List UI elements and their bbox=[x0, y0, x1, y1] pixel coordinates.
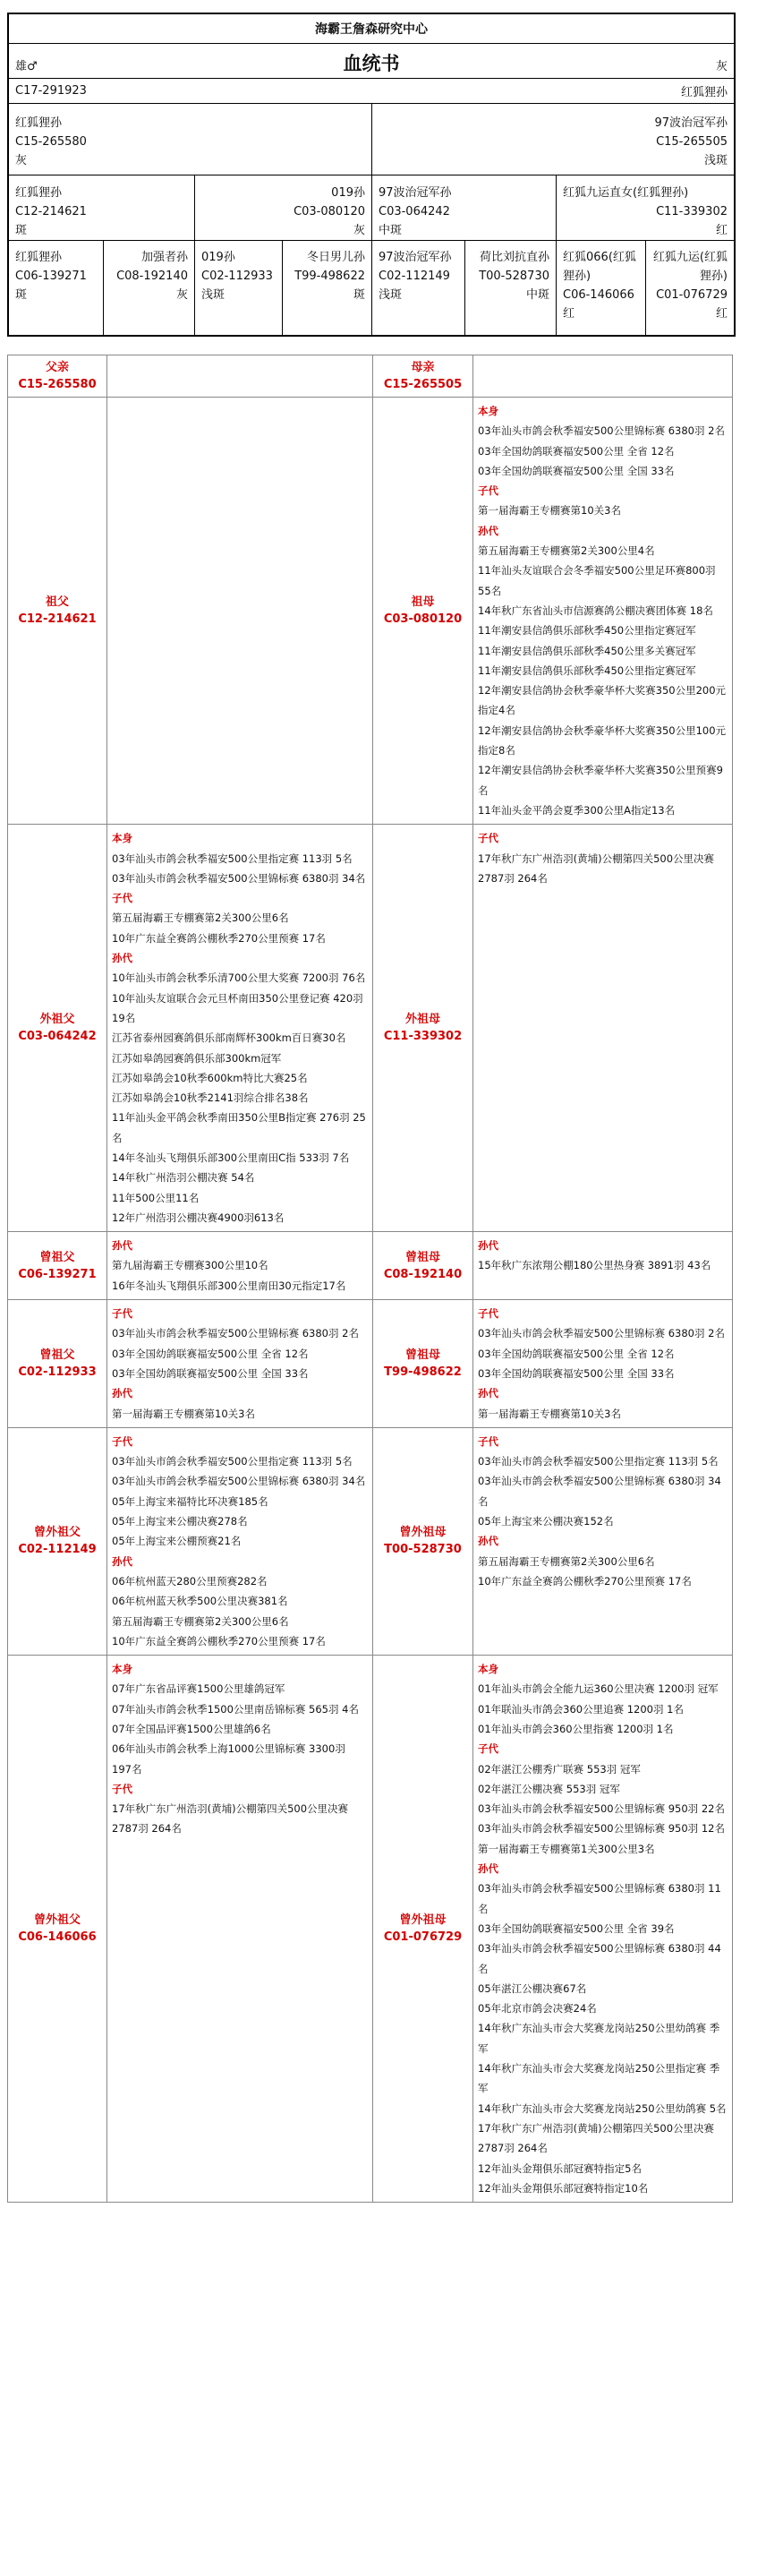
gen2-ring: C11-339302 bbox=[656, 205, 728, 218]
ancestor-role: 曾外祖父 bbox=[33, 1526, 81, 1540]
section-heading: 孙代 bbox=[478, 1239, 498, 1253]
achievement-list bbox=[473, 1427, 733, 1655]
gen3-ring: C06-139271 bbox=[15, 270, 87, 283]
achievement-entry: 03年全国幼鸽联赛福安500公里 全国 33名 bbox=[478, 1366, 675, 1380]
achievement-entry: 03年汕头市鸽会秋季福安500公里锦标赛 6380羽 2名 bbox=[478, 1327, 725, 1340]
sex-label: 雄♂ bbox=[15, 60, 38, 73]
gen3-ring: T00-528730 bbox=[479, 270, 549, 283]
section-heading: 子代 bbox=[112, 1434, 132, 1448]
ancestor-ring: C02-112933 bbox=[18, 1365, 97, 1379]
achievement-entry: 07年广东省品评赛1500公里雄鸽冠军 bbox=[112, 1682, 285, 1696]
section-heading: 子代 bbox=[112, 1782, 132, 1795]
gen2-name: 97波治冠军孙 bbox=[379, 186, 452, 200]
gen2-color: 中斑 bbox=[379, 224, 403, 237]
achievement-entry: 06年汕头市鸽会秋季上海1000公里锦标赛 3300羽 197名 bbox=[112, 1742, 345, 1776]
gen3-ring: C02-112149 bbox=[379, 270, 450, 283]
record-row bbox=[8, 398, 733, 825]
gen3-name: 冬日男儿孙 bbox=[306, 251, 365, 264]
gen3-color: 斑 bbox=[353, 288, 365, 302]
achievement-entry: 12年潮安县信鸽协会秋季豪华杯大奖赛350公里预赛9名 bbox=[478, 764, 723, 797]
ancestor-label bbox=[8, 1300, 107, 1428]
section-heading: 子代 bbox=[478, 1307, 498, 1321]
section-heading: 孙代 bbox=[478, 1387, 498, 1400]
ancestor-ring: C03-064242 bbox=[18, 1030, 97, 1044]
ancestor-label bbox=[373, 1427, 473, 1655]
gen2-cell bbox=[556, 175, 734, 240]
achievement-entry: 10年汕头友谊联合会元旦杯南田350公里登记赛 420羽 19名 bbox=[112, 991, 363, 1024]
achievement-entry: 第五届海霸王专棚赛第2关300公里6名 bbox=[112, 1614, 289, 1628]
achievement-entry: 17年秋广东广州浩羽(黄埔)公棚第四关500公里决赛 2787羽 264名 bbox=[478, 852, 715, 885]
gen3-ring: C01-076729 bbox=[656, 288, 728, 302]
achievement-entry: 03年汕头市鸽会秋季福安500公里锦标赛 950羽 12名 bbox=[478, 1822, 725, 1836]
achievement-entry: 江苏如皋鸽会10秋季600km特比大赛25名 bbox=[112, 1071, 308, 1084]
section-heading: 子代 bbox=[112, 892, 132, 905]
gen3-cell bbox=[282, 241, 371, 335]
gen3-color: 浅斑 bbox=[379, 288, 403, 302]
section-heading: 子代 bbox=[478, 1434, 498, 1448]
achievement-entry: 江苏如皋鸽园赛鸽俱乐部300km冠军 bbox=[112, 1051, 282, 1065]
achievement-list bbox=[473, 1232, 733, 1300]
achievement-entry: 02年湛江公棚秀广联赛 553羽 冠军 bbox=[478, 1762, 641, 1776]
achievement-entry: 14年秋广东汕头市会大奖赛龙岗站250公里指定赛 季军 bbox=[478, 2062, 720, 2095]
achievement-entry: 16年冬汕头飞翔俱乐部300公里南田30元指定17名 bbox=[112, 1279, 346, 1292]
ancestor-label bbox=[8, 1427, 107, 1655]
ancestor-label bbox=[8, 355, 107, 398]
ancestor-role: 祖父 bbox=[45, 595, 69, 610]
achievement-entry: 03年汕头市鸽会秋季福安500公里锦标赛 950羽 22名 bbox=[478, 1802, 725, 1816]
ancestor-role: 外祖父 bbox=[39, 1013, 75, 1027]
ancestor-ring: T00-528730 bbox=[384, 1543, 462, 1557]
gen2-ring: C03-064242 bbox=[379, 205, 450, 218]
achievement-entry: 17年秋广东广州浩羽(黄埔)公棚第四关500公里决赛 2787羽 264名 bbox=[112, 1802, 349, 1836]
ancestor-label bbox=[373, 1232, 473, 1300]
gen2-ring: C03-080120 bbox=[294, 205, 365, 218]
achievement-entry: 03年汕头市鸽会秋季福安500公里锦标赛 6380羽 34名 bbox=[478, 1475, 721, 1508]
achievement-entry: 第一届海霸王专棚赛第10关3名 bbox=[478, 504, 621, 518]
achievement-list bbox=[107, 1232, 373, 1300]
gen1-row bbox=[9, 103, 734, 175]
achievement-entry: 05年上海宝来公棚决赛278名 bbox=[112, 1515, 248, 1528]
record-row bbox=[8, 1656, 733, 2203]
gen2-name: 红狐狸孙 bbox=[15, 186, 63, 200]
sire-name: 红狐狸孙 bbox=[15, 116, 63, 130]
achievement-list bbox=[473, 1300, 733, 1428]
achievement-entry: 11年汕头友谊联合会冬季福安500公里足环赛800羽 55名 bbox=[478, 564, 716, 597]
gen3-ring: T99-498622 bbox=[294, 270, 365, 283]
achievement-entry: 11年潮安县信鸽俱乐部秋季450公里指定赛冠军 bbox=[478, 624, 696, 638]
gen3-name: 019孙 bbox=[201, 251, 235, 264]
gen3-cell bbox=[371, 241, 464, 335]
ancestor-role: 曾祖父 bbox=[39, 1348, 75, 1362]
sire-color: 灰 bbox=[15, 154, 28, 167]
gen3-cell bbox=[464, 241, 556, 335]
section-heading: 孙代 bbox=[478, 524, 498, 537]
gen2-ring: C12-214621 bbox=[15, 205, 87, 218]
dam-cell bbox=[371, 104, 734, 175]
achievement-entry: 03年全国幼鸽联赛福安500公里 全省 12名 bbox=[478, 1347, 675, 1360]
achievement-entry: 第一届海霸王专棚赛第10关3名 bbox=[478, 1407, 621, 1420]
achievement-entry: 14年秋广东汕头市会大奖赛龙岗站250公里幼鸽赛 5名 bbox=[478, 2101, 727, 2115]
gen2-cell bbox=[9, 175, 194, 240]
achievement-entry: 10年汕头市鸽会秋季乐清700公里大奖赛 7200羽 76名 bbox=[112, 971, 366, 985]
gen2-cell bbox=[371, 175, 556, 240]
section-heading: 子代 bbox=[112, 1307, 132, 1321]
gen2-name: 019孙 bbox=[331, 186, 365, 200]
gen3-ring: C08-192140 bbox=[116, 270, 188, 283]
section-heading: 孙代 bbox=[478, 1862, 498, 1876]
achievement-entry: 11年潮安县信鸽俱乐部秋季450公里多关赛冠军 bbox=[478, 644, 696, 657]
ancestor-role: 父亲 bbox=[45, 361, 69, 374]
section-heading: 孙代 bbox=[112, 1239, 132, 1253]
gen3-cell bbox=[645, 241, 734, 335]
achievement-list bbox=[473, 825, 733, 1232]
achievement-entry: 17年秋广东广州浩羽(黄埔)公棚第四关500公里决赛 2787羽 264名 bbox=[478, 2121, 715, 2155]
certificate-title: 血统书 bbox=[343, 53, 400, 74]
ancestor-label bbox=[373, 398, 473, 825]
ancestor-ring: C12-214621 bbox=[18, 612, 97, 627]
ancestor-label bbox=[8, 1232, 107, 1300]
race-record-table bbox=[7, 355, 733, 2203]
section-heading: 孙代 bbox=[112, 952, 132, 965]
ancestor-role: 曾外祖母 bbox=[399, 1526, 447, 1540]
cert-header bbox=[9, 43, 734, 78]
achievement-entry: 03年汕头市鸽会秋季福安500公里指定赛 113羽 5名 bbox=[478, 1455, 719, 1468]
section-heading: 本身 bbox=[478, 1663, 498, 1676]
subject-row bbox=[9, 78, 734, 103]
achievement-entry: 07年汕头市鸽会秋季1500公里南岳锦标赛 565羽 4名 bbox=[112, 1702, 359, 1716]
achievement-entry: 10年广东益全赛鸽公棚秋季270公里预赛 17名 bbox=[478, 1574, 692, 1588]
achievement-list bbox=[473, 355, 733, 398]
ancestor-ring: C08-192140 bbox=[383, 1267, 463, 1281]
gen3-ring: C02-112933 bbox=[201, 270, 273, 283]
achievement-entry: 14年冬汕头飞翔俱乐部300公里南田C指 533羽 7名 bbox=[112, 1151, 350, 1164]
achievement-entry: 05年上海宝来福特比环决赛185名 bbox=[112, 1494, 268, 1508]
dam-ring: C15-265505 bbox=[656, 135, 728, 149]
gen3-color: 红 bbox=[715, 307, 728, 321]
achievement-entry: 03年汕头市鸽会秋季福安500公里锦标赛 6380羽 11名 bbox=[478, 1882, 721, 1915]
achievement-entry: 03年汕头市鸽会秋季福安500公里锦标赛 6380羽 34名 bbox=[112, 1475, 366, 1488]
achievement-entry: 03年汕头市鸽会秋季福安500公里锦标赛 6380羽 44名 bbox=[478, 1942, 721, 1975]
achievement-entry: 01年汕头市鸽会360公里指赛 1200羽 1名 bbox=[478, 1723, 674, 1735]
achievement-entry: 12年潮安县信鸽协会秋季豪华杯大奖赛350公里200元指定4名 bbox=[478, 684, 727, 717]
achievement-entry: 11年500公里11名 bbox=[112, 1191, 200, 1204]
achievement-entry: 第五届海霸王专棚赛第2关300公里6名 bbox=[478, 1554, 655, 1568]
ancestor-role: 曾外祖母 bbox=[399, 1913, 447, 1928]
ancestor-label bbox=[373, 825, 473, 1232]
section-heading: 子代 bbox=[478, 1742, 498, 1756]
achievement-entry: 11年潮安县信鸽俱乐部秋季450公里指定赛冠军 bbox=[478, 663, 696, 677]
gen2-color: 灰 bbox=[353, 224, 365, 237]
gen3-name: 红狐九运(红狐狸孙) bbox=[652, 251, 728, 283]
ancestor-role: 曾祖母 bbox=[404, 1348, 440, 1362]
achievement-entry: 11年汕头金平鸽会夏季300公里A指定13名 bbox=[478, 803, 676, 817]
achievement-entry: 03年汕头市鸽会秋季福安500公里锦标赛 6380羽 2名 bbox=[112, 1327, 359, 1340]
gen3-ring: C06-146066 bbox=[563, 288, 634, 302]
ancestor-role: 母亲 bbox=[411, 361, 435, 374]
section-heading: 子代 bbox=[478, 484, 498, 498]
ancestor-label bbox=[373, 1656, 473, 2203]
ancestor-label bbox=[373, 1300, 473, 1428]
section-heading: 本身 bbox=[112, 832, 132, 845]
ancestor-label bbox=[8, 1656, 107, 2203]
gen3-color: 浅斑 bbox=[201, 288, 226, 302]
gen2-color: 红 bbox=[715, 224, 728, 237]
gen3-name: 加强者孙 bbox=[140, 251, 188, 264]
gen3-name: 荷比刘抗直孙 bbox=[479, 251, 549, 264]
achievement-entry: 02年湛江公棚决赛 553羽 冠军 bbox=[478, 1782, 620, 1795]
gen3-cell bbox=[556, 241, 645, 335]
achievement-entry: 14年秋广东省汕头市信源赛鸽公棚决赛团体赛 18名 bbox=[478, 603, 713, 617]
sire-ring: C15-265580 bbox=[15, 135, 87, 149]
ancestor-label bbox=[373, 355, 473, 398]
achievement-entry: 03年全国幼鸽联赛福安500公里 全省 12名 bbox=[478, 444, 675, 458]
achievement-entry: 06年杭州蓝天280公里预赛282名 bbox=[112, 1574, 268, 1588]
section-heading: 孙代 bbox=[112, 1387, 132, 1400]
gen3-name: 97波治冠军孙 bbox=[379, 251, 452, 264]
achievement-entry: 14年秋广州浩羽公棚决赛 54名 bbox=[112, 1171, 255, 1185]
achievement-entry: 第五届海霸王专棚赛第2关300公里4名 bbox=[478, 544, 655, 558]
achievement-entry: 01年联汕头市鸽会360公里追赛 1200羽 1名 bbox=[478, 1702, 684, 1716]
gen3-cell bbox=[9, 241, 103, 335]
ancestor-label bbox=[8, 825, 107, 1232]
achievement-entry: 05年北京市鸽会决赛24名 bbox=[478, 2002, 597, 2015]
gen3-name: 红狐066(红狐狸孙) bbox=[563, 251, 636, 283]
sire-cell bbox=[9, 104, 371, 175]
gen2-name: 红狐九运直女(红狐狸孙) bbox=[563, 186, 689, 200]
achievement-entry: 07年全国品评赛1500公里雄鸽6名 bbox=[112, 1723, 271, 1735]
gen3-name: 红狐狸孙 bbox=[15, 251, 63, 264]
gen3-cell bbox=[194, 241, 282, 335]
gen2-color: 斑 bbox=[15, 224, 28, 237]
achievement-entry: 12年汕头金翔俱乐部冠赛特指定10名 bbox=[478, 2181, 649, 2195]
achievement-entry: 12年广州浩羽公棚决赛4900羽613名 bbox=[112, 1211, 285, 1224]
ancestor-ring: C15-265580 bbox=[18, 378, 97, 391]
color-label: 灰 bbox=[715, 60, 728, 73]
achievement-entry: 03年汕头市鸽会秋季福安500公里指定赛 113羽 5名 bbox=[112, 1455, 353, 1468]
ancestor-role: 曾祖母 bbox=[404, 1250, 440, 1264]
gen3-cell bbox=[103, 241, 194, 335]
section-heading: 孙代 bbox=[478, 1535, 498, 1548]
achievement-entry: 第一届海霸王专棚赛第1关300公里3名 bbox=[478, 1842, 655, 1855]
pedigree-certificate bbox=[7, 13, 736, 2203]
record-row bbox=[8, 1232, 733, 1300]
dam-name: 97波治冠军孙 bbox=[654, 116, 728, 130]
ancestor-ring: C06-139271 bbox=[18, 1267, 97, 1281]
gen3-color: 中斑 bbox=[525, 288, 549, 302]
achievement-list bbox=[107, 1300, 373, 1428]
pedigree-chart bbox=[7, 13, 736, 337]
achievement-entry: 12年潮安县信鸽协会秋季豪华杯大奖赛350公里100元指定8名 bbox=[478, 723, 727, 757]
achievement-entry: 15年秋广东浓翔公棚180公里热身赛 3891羽 43名 bbox=[478, 1259, 711, 1272]
ancestor-ring: C15-265505 bbox=[383, 378, 463, 391]
achievement-entry: 11年汕头金平鸽会秋季南田350公里B指定赛 276羽 25名 bbox=[112, 1111, 366, 1144]
gen3-row bbox=[9, 240, 734, 335]
achievement-entry: 12年汕头金翔俱乐部冠赛特指定5名 bbox=[478, 2161, 642, 2175]
achievement-list bbox=[107, 1427, 373, 1655]
section-heading: 本身 bbox=[478, 405, 498, 417]
ancestor-role: 曾祖父 bbox=[39, 1250, 75, 1264]
dam-color: 浅斑 bbox=[703, 154, 728, 167]
section-heading: 子代 bbox=[478, 832, 498, 845]
achievement-entry: 江苏如皋鸽会10秋季2141羽综合排名38名 bbox=[112, 1091, 309, 1105]
achievement-entry: 14年秋广东汕头市会大奖赛龙岗站250公里幼鸽赛 季军 bbox=[478, 2022, 720, 2055]
record-row bbox=[8, 355, 733, 398]
record-row bbox=[8, 1427, 733, 1655]
achievement-entry: 03年汕头市鸽会秋季福安500公里锦标赛 6380羽 2名 bbox=[478, 424, 725, 438]
achievement-list bbox=[473, 1656, 733, 2203]
achievement-entry: 第一届海霸王专棚赛第10关3名 bbox=[112, 1407, 255, 1420]
gen3-color: 灰 bbox=[175, 288, 188, 302]
section-heading: 孙代 bbox=[112, 1554, 132, 1568]
record-row bbox=[8, 1300, 733, 1428]
achievement-entry: 10年广东益全赛鸽公棚秋季270公里预赛 17名 bbox=[112, 931, 326, 945]
ancestor-ring: C11-339302 bbox=[383, 1030, 463, 1044]
achievement-entry: 03年全国幼鸽联赛福安500公里 全国 33名 bbox=[478, 464, 675, 477]
achievement-entry: 05年湛江公棚决赛67名 bbox=[478, 1981, 587, 1995]
achievement-entry: 江苏省泰州园赛鸽俱乐部南辉杯300km百日赛30名 bbox=[112, 1031, 346, 1045]
achievement-list bbox=[107, 825, 373, 1232]
section-heading: 本身 bbox=[112, 1663, 132, 1676]
achievement-entry: 05年上海宝来公棚预赛21名 bbox=[112, 1535, 242, 1548]
achievement-list bbox=[107, 398, 373, 825]
achievement-entry: 03年汕头市鸽会秋季福安500公里锦标赛 6380羽 34名 bbox=[112, 871, 366, 885]
ancestor-role: 祖母 bbox=[411, 595, 435, 610]
achievement-entry: 10年广东益全赛鸽公棚秋季270公里预赛 17名 bbox=[112, 1634, 326, 1647]
achievement-entry: 05年上海宝来公棚决赛152名 bbox=[478, 1515, 614, 1528]
subject-ring: C17-291923 bbox=[15, 84, 87, 98]
org-title: 海霸王詹森研究中心 bbox=[315, 22, 428, 37]
ancestor-label bbox=[8, 398, 107, 825]
ancestor-ring: C03-080120 bbox=[383, 612, 463, 627]
gen2-row bbox=[9, 175, 734, 240]
ancestor-role: 曾外祖父 bbox=[33, 1913, 81, 1928]
achievement-list bbox=[107, 355, 373, 398]
ancestor-ring: C01-076729 bbox=[383, 1930, 463, 1945]
achievement-entry: 01年汕头市鸽会全能九运360公里决赛 1200羽 冠军 bbox=[478, 1682, 719, 1696]
achievement-entry: 03年全国幼鸽联赛福安500公里 全国 33名 bbox=[112, 1366, 309, 1380]
ancestor-ring: T99-498622 bbox=[384, 1365, 462, 1379]
achievement-entry: 03年汕头市鸽会秋季福安500公里指定赛 113羽 5名 bbox=[112, 852, 353, 865]
record-row bbox=[8, 825, 733, 1232]
gen3-color: 红 bbox=[563, 307, 575, 321]
achievement-entry: 第五届海霸王专棚赛第2关300公里6名 bbox=[112, 911, 289, 925]
achievement-list bbox=[473, 398, 733, 825]
achievement-entry: 06年杭州蓝天秋季500公里决赛381名 bbox=[112, 1595, 288, 1608]
ancestor-ring: C06-146066 bbox=[18, 1930, 97, 1945]
gen2-cell bbox=[194, 175, 371, 240]
achievement-list bbox=[107, 1656, 373, 2203]
subject-name: 红狐狸孙 bbox=[680, 86, 728, 99]
achievement-entry: 03年全国幼鸽联赛福安500公里 全省 39名 bbox=[478, 1921, 675, 1935]
achievement-entry: 第九届海霸王专棚赛300公里10名 bbox=[112, 1259, 268, 1272]
achievement-entry: 03年全国幼鸽联赛福安500公里 全省 12名 bbox=[112, 1347, 309, 1360]
gen3-color: 斑 bbox=[15, 288, 28, 302]
ancestor-ring: C02-112149 bbox=[18, 1543, 97, 1557]
ancestor-role: 外祖母 bbox=[404, 1013, 440, 1027]
